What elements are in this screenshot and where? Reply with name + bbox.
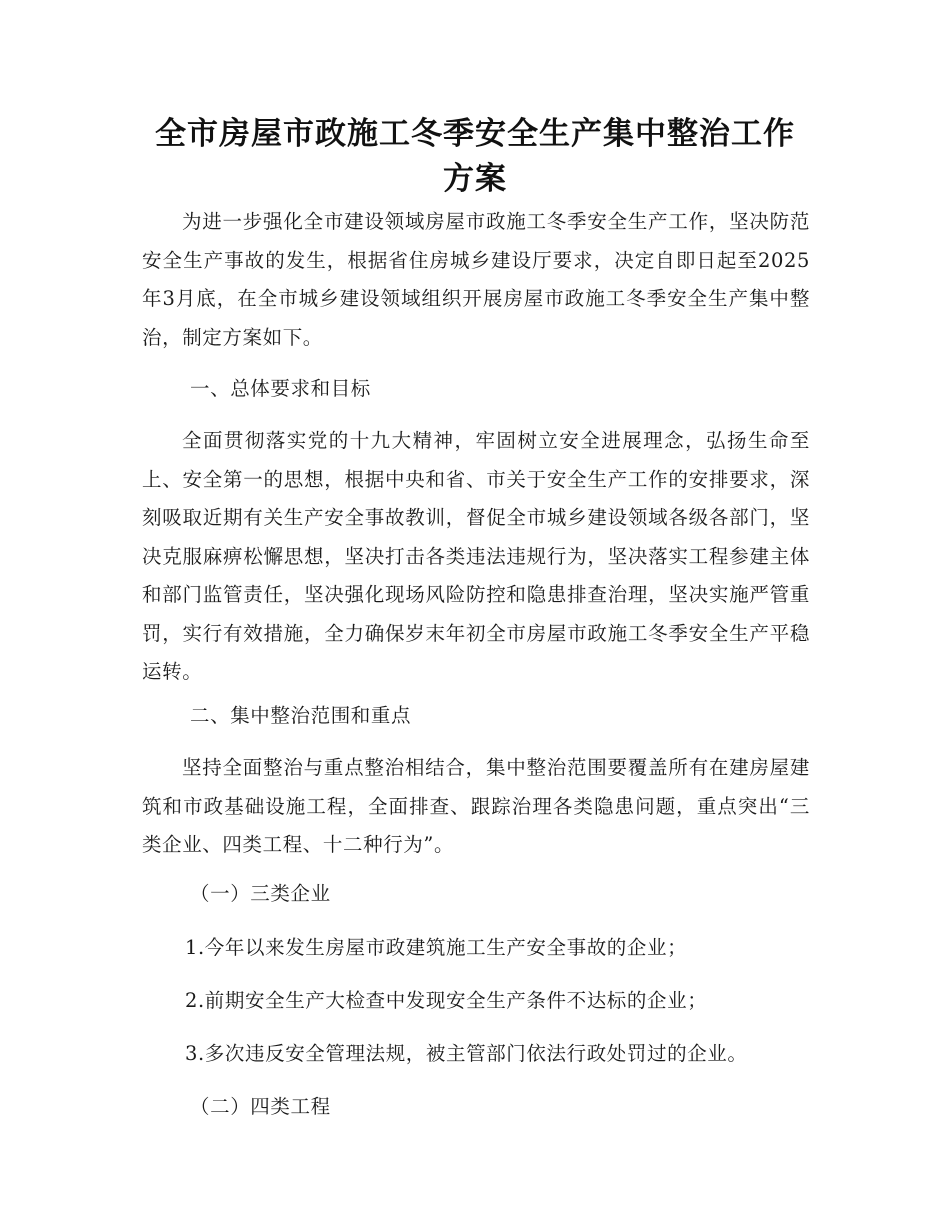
section2-heading: 二、集中整治范围和重点 [190,704,412,727]
list-item: 1.今年以来发生房屋市政建筑施工生产安全事故的企业； [185,936,688,959]
document-title: 全市房屋市政施工冬季安全生产集中整治工作方案 [155,116,795,197]
section1-heading: 一、总体要求和目标 [190,377,371,400]
intro-paragraph: 为进一步强化全市建设领域房屋市政施工冬季安全生产工作，坚决防范安全生产事故的发生，根据省住房城乡建设厅要求，决定自即日起至2025年3月底，在全市城乡建设领域组织开展房屋市政施工冬季安全生产集中整治，制定方案如下。 [142,210,810,349]
section1-paragraph: 全面贯彻落实党的十九大精神，牢固树立安全进展理念，弘扬生命至上、安全第一的思想，根据中央和省、市关于安全生产工作的安排要求，深刻吸取近期有关生产安全事故教训，督促全市城乡建设领域各级各部门，坚决克服麻痹松懈思想，坚决打击各类违法违规行为，坚决落实工程参建主体和部门监管责任，坚决强化现场风险防控和隐患排查治理，坚决实施严管重罚，实行有效措施，全力确保岁末年初全市房屋市政施工冬季安全生产平稳运转。 [142,429,810,683]
subsection2-heading: （二）四类工程 [190,1095,331,1118]
list-item: 3.多次违反安全管理法规，被主管部门依法行政处罚过的企业。 [185,1042,748,1065]
list-item: 2.前期安全生产大检查中发现安全生产条件不达标的企业； [185,989,708,1012]
subsection1-heading: （一）三类企业 [190,882,331,905]
section2-paragraph: 坚持全面整治与重点整治相结合，集中整治范围要覆盖所有在建房屋建筑和市政基础设施工程，全面排查、跟踪治理各类隐患问题，重点突出“三类企业、四类工程、十二种行为”。 [142,756,810,856]
